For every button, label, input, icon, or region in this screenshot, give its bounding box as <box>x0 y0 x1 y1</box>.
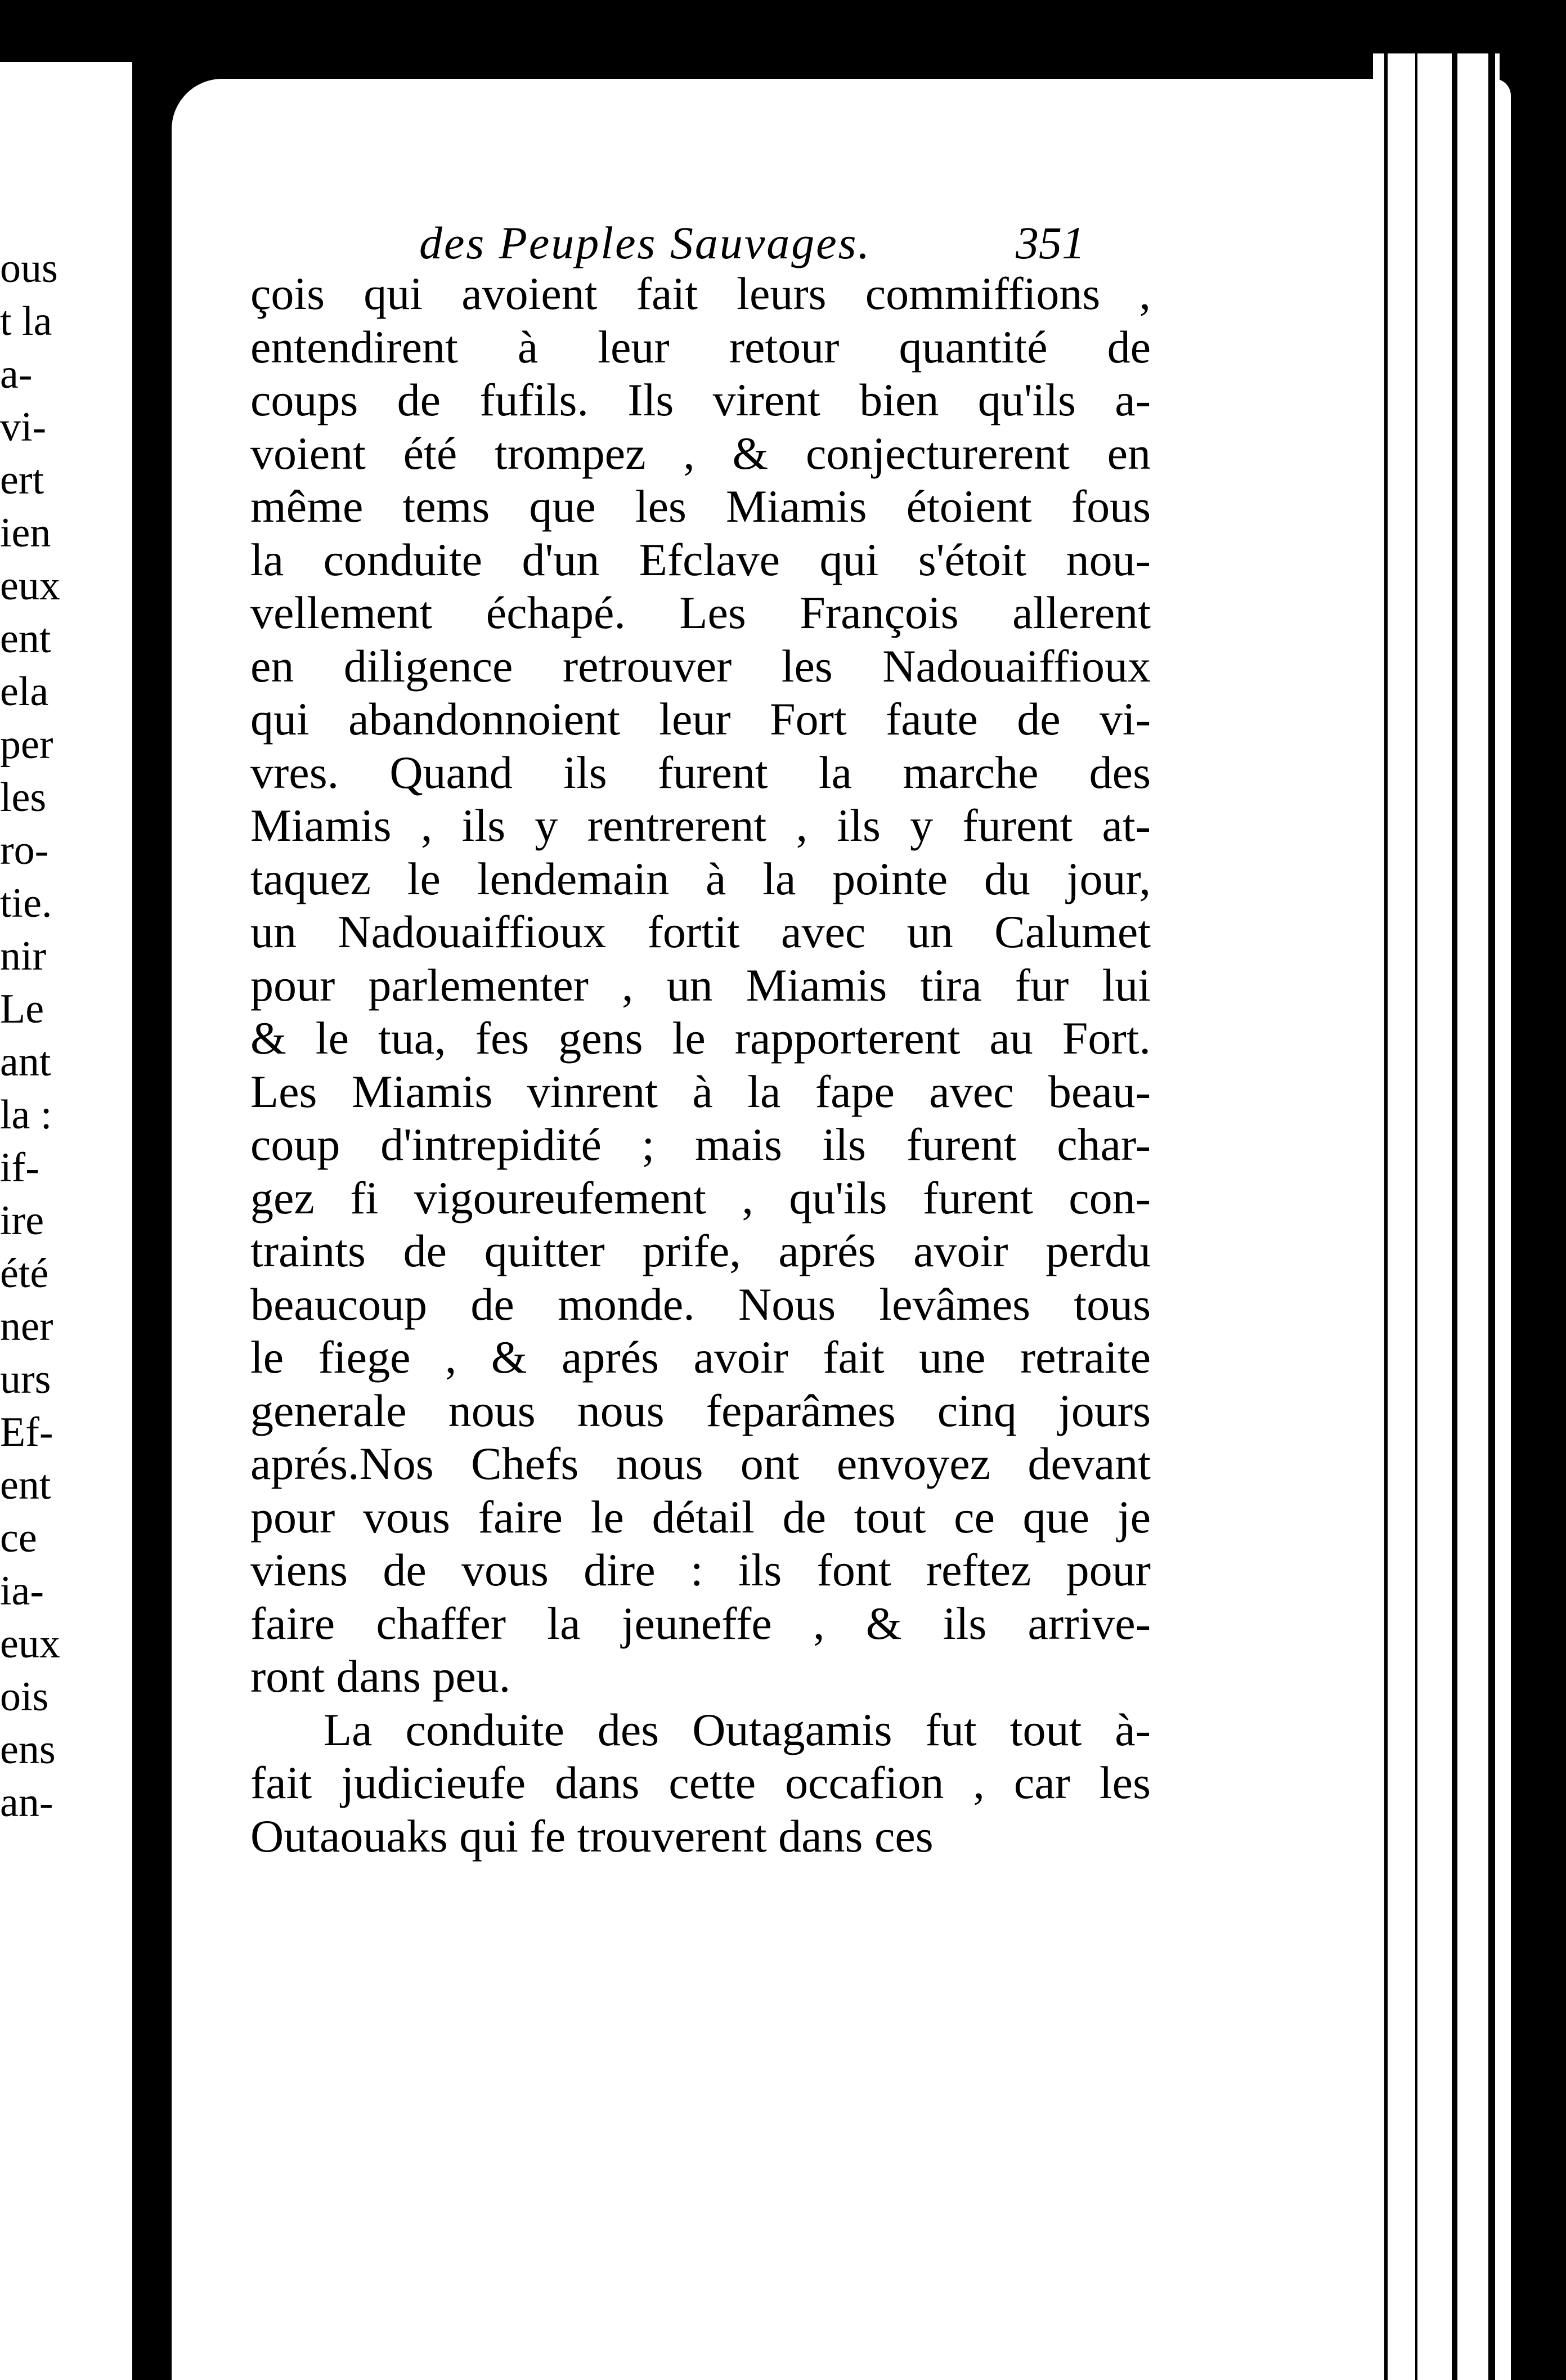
left-page-fragment: ert <box>0 457 44 503</box>
text-line: fait judicieufe dans cette occafion , car les <box>250 1757 1151 1808</box>
text-line: vellement échapé. Les François allerent <box>250 587 1151 638</box>
text-line: La conduite des Outagamis fut tout à- <box>324 1704 1151 1755</box>
page-edges <box>1373 53 1500 2380</box>
text-line: pour parlementer , un Miamis tira fur lui <box>250 959 1151 1011</box>
left-page-fragment: ant <box>0 1039 51 1085</box>
text-line: Les Miamis vinrent à la fape avec beau- <box>250 1065 1151 1117</box>
left-page-fragment: an- <box>0 1780 53 1826</box>
left-facing-page <box>0 62 132 2380</box>
text-line: coup d'intrepidité ; mais ils furent char- <box>250 1119 1151 1170</box>
left-page-fragment: tie. <box>0 880 52 926</box>
text-line: viens de vous dire : ils font reftez pour <box>250 1544 1151 1595</box>
text-line: pour vous faire le détail de tout ce que je <box>250 1491 1151 1543</box>
left-page-fragment: la : <box>0 1092 52 1138</box>
left-page-fragment: eux <box>0 1621 60 1667</box>
left-page-fragment: Le <box>0 986 44 1032</box>
text-line: vres. Quand ils furent la marche des <box>250 746 1151 798</box>
left-page-fragment: nir <box>0 933 47 979</box>
text-line: beaucoup de monde. Nous levâmes tous <box>250 1278 1151 1330</box>
text-line: voient été trompez , & conjecturerent en <box>250 427 1151 479</box>
text-line: çois qui avoient fait leurs commiffions , <box>250 268 1151 319</box>
left-page-fragment: ia- <box>0 1568 44 1614</box>
left-page-fragment: if- <box>0 1145 39 1191</box>
left-page-fragment: t la <box>0 298 52 344</box>
left-page-fragment: Ef- <box>0 1409 53 1455</box>
text-line: entendirent à leur retour quantité de <box>250 321 1151 373</box>
running-head-title: des Peuples Sauvages. <box>419 217 872 268</box>
text-line: la conduite d'un Efclave qui s'étoit nou- <box>250 534 1151 585</box>
text-line: faire chaffer la jeuneffe , & ils arrive- <box>250 1597 1151 1649</box>
left-page-fragment: ro- <box>0 827 49 873</box>
text-line: Outaouaks qui fe trouverent dans ces <box>250 1810 934 1862</box>
left-page-fragment: ous <box>0 245 58 292</box>
left-page-fragment: ens <box>0 1727 56 1773</box>
text-line: traints de quitter prife, aprés avoir perdu <box>250 1225 1151 1276</box>
text-line: gez fi vigoureufement , qu'ils furent con- <box>250 1172 1151 1223</box>
text-line: même tems que les Miamis étoient fous <box>250 481 1151 532</box>
left-page-fragment: ien <box>0 510 51 556</box>
page-number: 351 <box>1016 217 1085 268</box>
left-page-fragment: vi- <box>0 404 47 450</box>
text-line: Miamis , ils y rentrerent , ils y furent at- <box>250 800 1151 851</box>
left-page-fragment: ce <box>0 1515 37 1561</box>
left-page-fragment: a- <box>0 351 33 397</box>
left-page-fragment: ire <box>0 1198 44 1244</box>
left-page-fragment: per <box>0 721 53 768</box>
text-line: generale nous nous feparâmes cinq jours <box>250 1384 1151 1436</box>
left-page-fragment: eux <box>0 563 60 609</box>
text-line: taquez le lendemain à la pointe du jour, <box>250 853 1151 904</box>
text-line: le fiege , & aprés avoir fait une retraite <box>250 1332 1151 1383</box>
left-page-fragment: ent <box>0 1462 51 1508</box>
text-line: ront dans peu. <box>250 1651 511 1702</box>
left-page-fragment: ent <box>0 616 51 662</box>
text-line: en diligence retrouver les Nadouaiffioux <box>250 640 1151 692</box>
left-page-fragment: ela <box>0 669 49 715</box>
text-line: & le tua, fes gens le rapporterent au Fort. <box>250 1012 1151 1064</box>
left-page-fragment: urs <box>0 1356 51 1402</box>
text-line: aprés.Nos Chefs nous ont envoyez devant <box>250 1438 1151 1489</box>
text-line: coups de fufils. Ils virent bien qu'ils a- <box>250 374 1151 425</box>
left-page-fragment: ois <box>0 1674 49 1720</box>
left-page-fragment: les <box>0 774 47 821</box>
text-line: qui abandonnoient leur Fort faute de vi- <box>250 693 1151 745</box>
text-line: un Nadouaiffioux fortit avec un Calumet <box>250 906 1151 957</box>
left-page-fragment: été <box>0 1250 49 1297</box>
left-page-fragment: ner <box>0 1303 53 1350</box>
